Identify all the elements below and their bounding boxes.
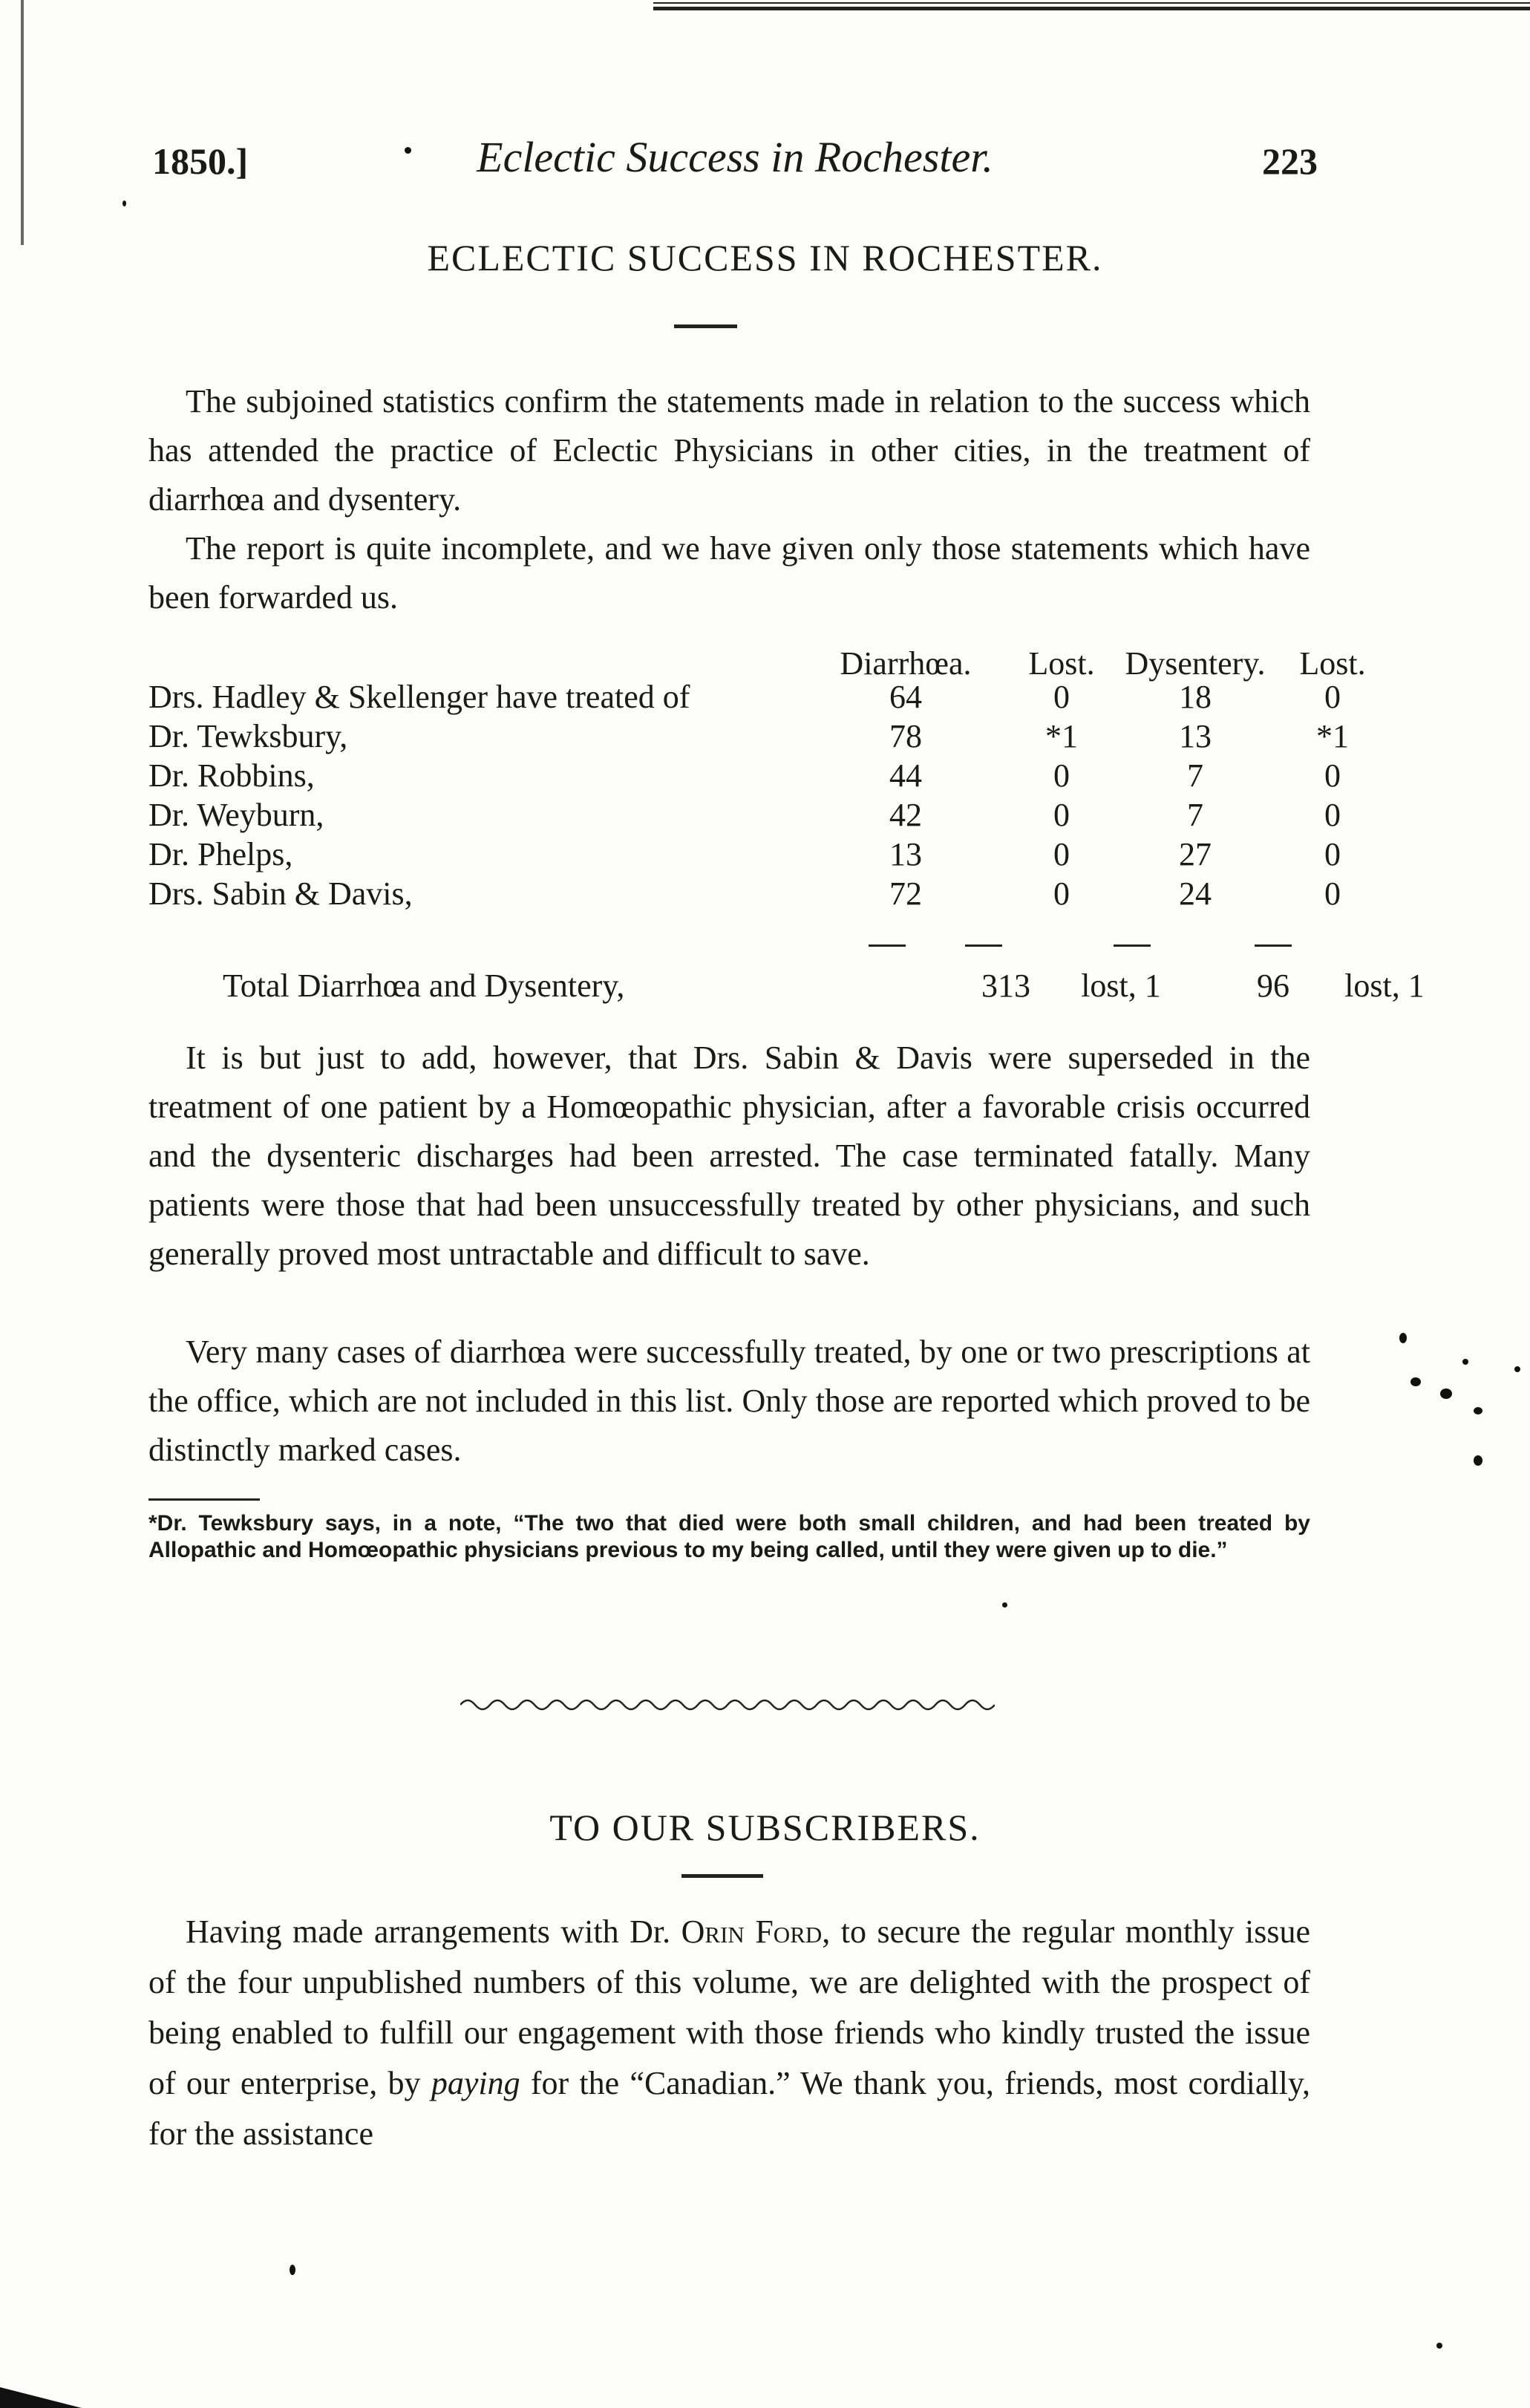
- wavy-divider: [460, 1694, 995, 1711]
- intro-paragraph: The subjoined statistics confirm the statements made in relation to the success which has attended the practice of Eclectic Physicians in other cities, in the treatment of diarrhœa and dysentery.: [148, 383, 1310, 518]
- superseded-paragraph: It is but just to add, however, that Drs. Sabin & Davis were superseded in the treatment of one patient by a Homœopathic physician, after a favorable crisis occurred and the dysenteric discharges had been arrested. The case terminated fatally. Many patients were those that had been unsuccessfully treated by other physicians, and such generally proved most untractable and difficult to save.: [148, 1040, 1310, 1272]
- ink-speck: [122, 200, 126, 206]
- total-dysentery: 96: [1257, 968, 1289, 1004]
- ink-speck: [1440, 1389, 1452, 1399]
- table-row: Dr. Robbins, 44 0 7 0: [148, 757, 1341, 794]
- ink-speck: [1399, 1333, 1407, 1343]
- sum-rule: [869, 944, 906, 947]
- table-total-row: [148, 967, 1425, 1011]
- col-header-lost: Lost.: [1028, 645, 1095, 682]
- subscribers-paragraph: Having made arrangements with Dr. Orin Ford, to secure the regular monthly issue of the four unpublished numbers of this volume, we are delighted with the prospect of being enabled to fulfill our engagement with those friends who kindly trusted the issue of our enterprise, by paying for the “Canadian.” We thank you, friends, most cordially, for the assistance: [148, 1913, 1311, 2152]
- ink-speck: [1002, 1602, 1007, 1608]
- corner-ink-mark: [0, 2380, 82, 2408]
- total-lost-diarrhoea: lost, 1: [1081, 968, 1161, 1004]
- ink-speck: [1474, 1455, 1482, 1466]
- footnote: *Dr. Tewksbury says, in a note, “The two that died were both small children, and had been treated by Allopathic and Homœopathic physicians previous to my being called, until they were given up to die.”: [148, 1511, 1310, 1562]
- ink-speck: [1474, 1407, 1482, 1415]
- many-cases-paragraph: Very many cases of diarrhœa were successfully treated, by one or two prescriptions at the office, which are not included in this list. Only those are reported which proved to be distinctly marked cases.: [148, 1334, 1310, 1468]
- report-note-paragraph: The report is quite incomplete, and we have given only those statements which have been forwarded us.: [148, 530, 1310, 616]
- sum-rule: [1114, 944, 1151, 947]
- orin-ford-name: Orin Ford: [681, 1913, 823, 1950]
- ink-speck: [405, 147, 411, 154]
- ink-speck: [1462, 1359, 1468, 1365]
- table-row: Drs. Sabin & Davis, 72 0 24 0: [148, 875, 1341, 912]
- total-label: Total Diarrhœa and Dysentery,: [223, 968, 625, 1004]
- ink-speck: [1514, 1366, 1520, 1372]
- top-border-rule: [653, 0, 1530, 12]
- page-number: 223: [1262, 140, 1318, 182]
- ink-speck: [1436, 2343, 1442, 2349]
- col-header-lost: Lost.: [1299, 645, 1366, 682]
- article-title-subscribers: TO OUR SUBSCRIBERS.: [549, 1807, 981, 1848]
- header-year: 1850.]: [152, 140, 249, 182]
- statistics-table: [148, 639, 1366, 914]
- page-header: [152, 132, 1318, 192]
- sum-rule: [1255, 944, 1292, 947]
- col-header-diarrhoea: Diarrhœa.: [840, 645, 972, 682]
- running-title: Eclectic Success in Rochester.: [477, 133, 993, 181]
- emphasis-paying: paying: [431, 2065, 520, 2101]
- left-margin-rule: [21, 0, 24, 245]
- col-header-dysentery: Dysentery.: [1125, 645, 1266, 682]
- footnote-rule: [148, 1498, 260, 1501]
- table-row: Dr. Tewksbury, 78 *1 13 *1: [148, 718, 1349, 754]
- total-lost-dysentery: lost, 1: [1344, 968, 1425, 1004]
- table-row: Dr. Phelps, 13 0 27 0: [148, 836, 1341, 872]
- sum-rule: [965, 944, 1002, 947]
- total-diarrhoea: 313: [981, 968, 1030, 1004]
- table-row: Dr. Weyburn, 42 0 7 0: [148, 797, 1341, 833]
- table-header: [148, 639, 1366, 682]
- title-rule: [681, 1874, 763, 1878]
- table-row: Drs. Hadley & Skellenger have treated of 64 0 18 0: [148, 679, 1341, 715]
- ink-speck: [1410, 1377, 1421, 1386]
- title-rule: [674, 324, 737, 328]
- article-title-eclectic: ECLECTIC SUCCESS IN ROCHESTER.: [427, 237, 1103, 278]
- ink-speck: [290, 2265, 295, 2275]
